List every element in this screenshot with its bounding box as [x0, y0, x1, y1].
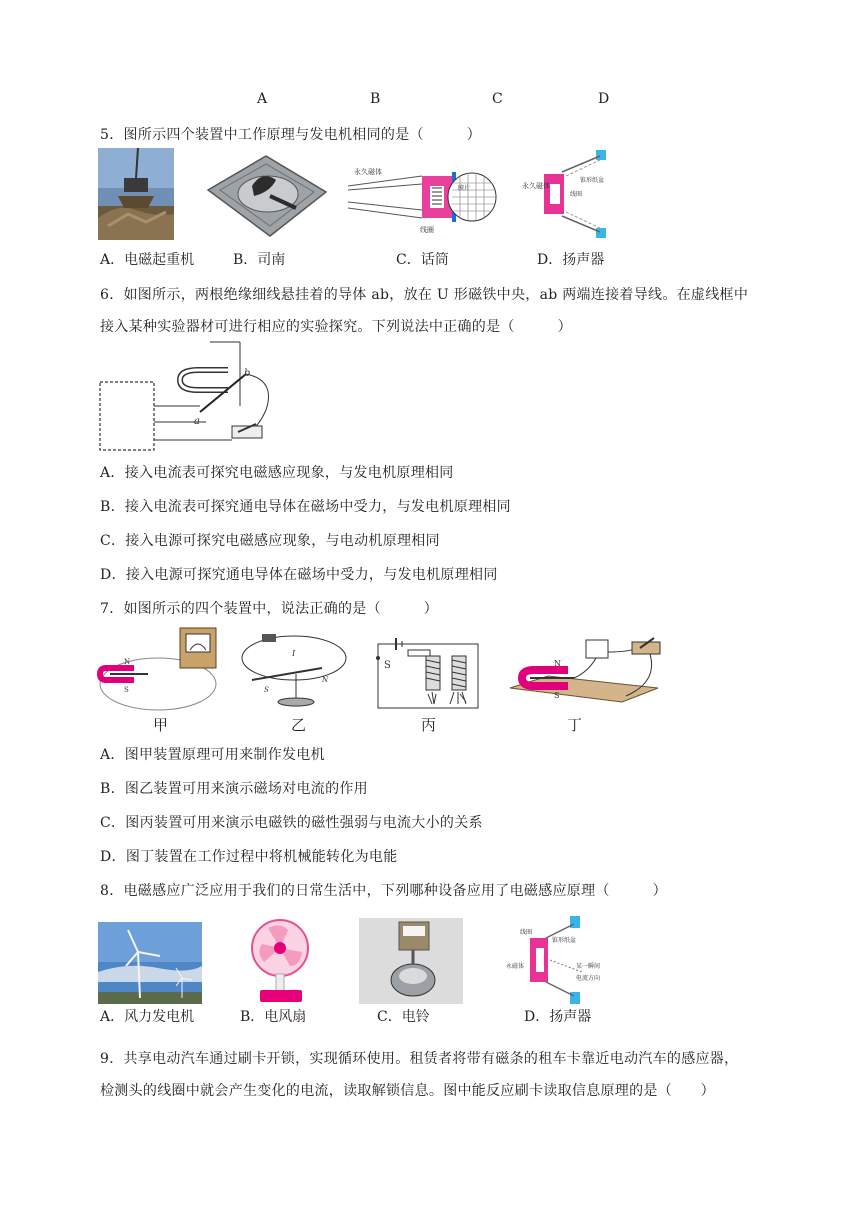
yi-pole-n: N	[322, 676, 329, 684]
q7-fig-yi	[240, 630, 350, 710]
microphone-diagram	[348, 156, 496, 242]
q7-option-b: B．图乙装置可用来演示磁场对电流的作用	[100, 781, 368, 797]
q8-option-c: C．电铃	[377, 1009, 430, 1025]
row-label-d: D	[598, 91, 610, 107]
q7-label-ding: 丁	[567, 716, 583, 734]
q7-stem: 7．如图所示的四个装置中，说法正确的是（ ）	[100, 601, 439, 617]
q6-option-d: D．接入电源可探究通电导体在磁场中受力，与发电机原理相同	[100, 567, 498, 583]
q7-fig-ding	[508, 632, 664, 710]
q7-label-jia: 甲	[153, 716, 169, 734]
q9-line2: 检测头的线圈中就会产生变化的电流，读取解锁信息。图中能反应刷卡读取信息原理的是（ ）	[100, 1083, 715, 1099]
q5-option-a: A．电磁起重机	[100, 252, 195, 268]
q8-option-b: B．电风扇	[240, 1009, 307, 1025]
q6-option-a: A．接入电流表可探究电磁感应现象，与发电机原理相同	[100, 465, 454, 481]
q6-u-magnet-diagram	[98, 340, 278, 452]
speaker-q5-label-cone: 锥形纸盆	[580, 177, 605, 184]
q5-option-c: C．话筒	[396, 252, 449, 268]
row-label-b: B	[370, 91, 381, 107]
speaker-q8-label-cone: 锥形纸盆	[552, 937, 577, 944]
mic-label-diaphragm: 膜片	[458, 185, 471, 192]
yi-pole-s: S	[264, 686, 269, 694]
q6-stem-line1: 6．如图所示，两根绝缘细线悬挂着的导体 ab，放在 U 形磁铁中央，ab 两端连接着导线。在虚线框中	[100, 287, 749, 303]
mic-label-magnet: 永久磁体	[354, 168, 382, 176]
speaker-q8-label-direction: 电流方向	[576, 975, 601, 982]
q8-stem: 8．电磁感应广泛应用于我们的日常生活中，下列哪种设备应用了电磁感应原理（ ）	[100, 883, 667, 899]
q7-label-bing: 丙	[421, 716, 437, 734]
q7-fig-bing	[372, 632, 484, 710]
q8-option-a: A．风力发电机	[100, 1009, 195, 1025]
ding-pole-s: S	[554, 691, 560, 700]
q8-option-d: D．扬声器	[524, 1009, 592, 1025]
ding-pole-n: N	[554, 659, 561, 668]
q5-stem: 5．图所示四个装置中工作原理与发电机相同的是（ ）	[100, 127, 482, 143]
yi-current-i: I	[292, 649, 296, 658]
speaker-diagram-q5	[522, 150, 618, 240]
speaker-q8-label-coil: 线圈	[520, 929, 533, 936]
bing-switch-s: S	[384, 660, 391, 671]
q9-line1: 9．共享电动汽车通过刷卡开锁，实现循环使用。租赁者将带有磁条的租车卡靠近电动汽车的感应器，	[100, 1051, 739, 1067]
speaker-q5-label-coil: 线圈	[570, 191, 583, 198]
q5-option-d: D．扬声器	[537, 252, 605, 268]
q7-option-c: C．图丙装置可用来演示电磁铁的磁性强弱与电流大小的关系	[100, 815, 483, 831]
q6-option-b: B．接入电流表可探究通电导体在磁场中受力，与发电机原理相同	[100, 499, 511, 515]
wind-turbine-photo	[98, 922, 202, 1004]
electric-fan-photo	[248, 918, 310, 1006]
q7-option-a: A．图甲装置原理可用来制作发电机	[100, 747, 325, 763]
mic-label-coil: 线圈	[420, 226, 434, 234]
crane-magnet-photo	[98, 148, 174, 240]
speaker-q8-label-magnet: 永磁体	[506, 963, 525, 970]
q6-label-b: b	[244, 368, 251, 379]
q6-label-a: a	[194, 416, 200, 427]
q6-option-c: C．接入电源可探究电磁感应现象，与电动机原理相同	[100, 533, 440, 549]
q7-fig-jia	[98, 624, 220, 714]
q7-option-d: D．图丁装置在工作过程中将机械能转化为电能	[100, 849, 398, 865]
q7-label-yi: 乙	[291, 716, 307, 734]
row-label-c: C	[492, 91, 503, 107]
speaker-q5-label-magnet: 永久磁体	[522, 182, 550, 190]
speaker-q8-label-moment: 某一瞬间	[576, 963, 601, 970]
q6-stem-line2: 接入某种实验器材可进行相应的实验探究。下列说法中正确的是（ ）	[100, 319, 572, 335]
jia-pole-s: S	[124, 686, 129, 694]
electric-bell-photo	[359, 918, 463, 1004]
speaker-diagram-q8	[506, 916, 608, 1006]
compass-sinan-photo	[204, 150, 330, 240]
q5-option-b: B．司南	[233, 252, 286, 268]
row-label-a: A	[257, 91, 268, 107]
jia-pole-n: N	[124, 658, 131, 666]
